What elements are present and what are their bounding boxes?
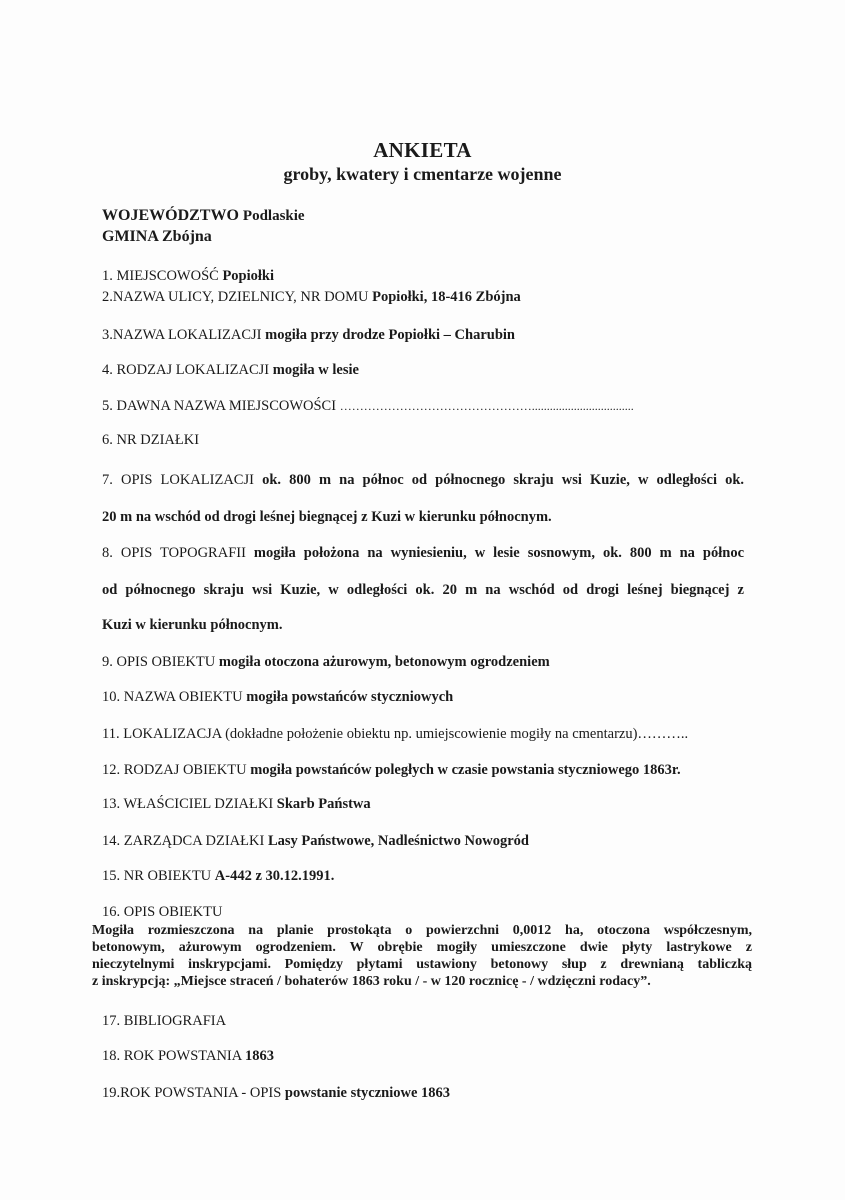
field-3-value: mogiła przy drodze Popiołki – Charubin bbox=[265, 327, 515, 343]
field-4 bbox=[102, 362, 359, 379]
field-5 bbox=[102, 398, 634, 415]
field-16-line-2: betonowym, ażurowym ogrodzeniem. W obrębie mogiły umieszczone dwie płyty lastrykowe z bbox=[92, 940, 752, 955]
field-13 bbox=[102, 796, 371, 813]
field-12-label: 12. RODZAJ OBIEKTU bbox=[102, 762, 247, 778]
field-5-label: 5. DAWNA NAZWA MIEJSCOWOŚCI bbox=[102, 398, 337, 414]
field-8-line-1 bbox=[102, 545, 744, 562]
field-11 bbox=[102, 726, 688, 743]
field-8-line-3 bbox=[102, 617, 283, 634]
field-4-label: 4. RODZAJ LOKALIZACJI bbox=[102, 362, 270, 378]
field-2-label: 2.NAZWA ULICY, DZIELNICY, NR DOMU bbox=[102, 289, 369, 305]
field-1-value: Popiołki bbox=[222, 268, 275, 284]
field-2 bbox=[102, 289, 521, 306]
field-17 bbox=[102, 1013, 226, 1030]
field-19-label: 19.ROK POWSTANIA - OPIS bbox=[102, 1085, 282, 1101]
voivodeship-value: Podlaskie bbox=[242, 208, 305, 224]
document-subtitle: groby, kwatery i cmentarze wojenne bbox=[283, 164, 562, 184]
field-16-line-3: nieczytelnymi inskrypcjami. Pomiędzy płytami ustawiony betonowy słup z drewnianą tabliczką bbox=[92, 957, 752, 972]
field-10-label: 10. NAZWA OBIEKTU bbox=[102, 689, 243, 705]
field-12-value: mogiła powstańców poległych w czasie powstania styczniowego 1863r. bbox=[250, 762, 681, 778]
field-7-line-2 bbox=[102, 509, 552, 526]
field-3 bbox=[102, 327, 515, 344]
field-6 bbox=[102, 432, 199, 449]
field-13-value: Skarb Państwa bbox=[276, 796, 371, 812]
field-8-value-2: od północnego skraju wsi Kuzie, w odległości ok. 20 m na wschód od drogi leśnej biegnącej z bbox=[102, 582, 744, 598]
field-12 bbox=[102, 762, 681, 779]
field-14 bbox=[102, 833, 529, 850]
commune-label: GMINA bbox=[102, 228, 158, 245]
field-16-label: 16. OPIS OBIEKTU bbox=[102, 904, 223, 920]
field-15-value: A-442 z 30.12.1991. bbox=[214, 868, 335, 884]
field-15-label: 15. NR OBIEKTU bbox=[102, 868, 212, 884]
voivodeship-label: WOJEWÓDZTWO bbox=[102, 207, 239, 224]
field-7-value-2: 20 m na wschód od drogi leśnej biegnącej z Kuzi w kierunku północnym. bbox=[102, 509, 552, 525]
field-9 bbox=[102, 654, 550, 671]
commune-line bbox=[102, 228, 212, 246]
field-5-dots: ………………………………………….................................. bbox=[339, 399, 634, 413]
field-13-label: 13. WŁAŚCICIEL DZIAŁKI bbox=[102, 796, 274, 812]
field-18-value: 1863 bbox=[245, 1048, 275, 1064]
field-16-line-1: Mogiła rozmieszczona na planie prostokąta o powierzchni 0,0012 ha, otoczona współczesnym, bbox=[92, 923, 752, 938]
field-1-label: 1. MIEJSCOWOŚĆ bbox=[102, 268, 219, 284]
field-7-line-1 bbox=[102, 472, 744, 489]
field-19-value: powstanie styczniowe 1863 bbox=[284, 1085, 451, 1101]
field-7-value-1: ok. 800 m na północ od północnego skraju wsi Kuzie, w odległości ok. bbox=[262, 472, 745, 488]
field-10 bbox=[102, 689, 453, 706]
field-8-line-2 bbox=[102, 582, 744, 599]
document-title: ANKIETA bbox=[373, 138, 472, 162]
field-14-label: 14. ZARZĄDCA DZIAŁKI bbox=[102, 833, 265, 849]
field-14-value: Lasy Państwowe, Nadleśnictwo Nowogród bbox=[267, 833, 529, 849]
field-17-label: 17. BIBLIOGRAFIA bbox=[102, 1013, 227, 1029]
field-18 bbox=[102, 1048, 274, 1065]
field-7-label: 7. OPIS LOKALIZACJI bbox=[102, 472, 254, 488]
field-4-value: mogiła w lesie bbox=[272, 362, 359, 378]
field-15 bbox=[102, 868, 334, 885]
voivodeship-line bbox=[102, 207, 305, 225]
field-1 bbox=[102, 268, 274, 285]
field-8-value-1: mogiła położona na wyniesieniu, w lesie sosnowym, ok. 800 m na północ bbox=[253, 545, 744, 561]
field-11-label: 11. LOKALIZACJA (dokładne położenie obiektu np. umiejscowienie mogiły na cmentarzu)……….. bbox=[102, 726, 689, 742]
commune-value: Zbójna bbox=[162, 228, 212, 245]
field-16 bbox=[102, 904, 222, 921]
field-19 bbox=[102, 1085, 450, 1102]
field-6-label: 6. NR DZIAŁKI bbox=[102, 432, 200, 448]
field-16-line-4: z inskrypcją: „Miejsce straceń / bohaterów 1863 roku / - w 120 rocznicę - / wdzięczni rodacy”. bbox=[92, 974, 651, 989]
field-9-label: 9. OPIS OBIEKTU bbox=[102, 654, 216, 670]
field-10-value: mogiła powstańców styczniowych bbox=[246, 689, 454, 705]
field-16-description bbox=[92, 922, 752, 990]
field-3-label: 3.NAZWA LOKALIZACJI bbox=[102, 327, 262, 343]
field-8-label: 8. OPIS TOPOGRAFII bbox=[102, 545, 246, 561]
field-2-value: Popiołki, 18-416 Zbójna bbox=[372, 289, 521, 305]
field-9-value: mogiła otoczona ażurowym, betonowym ogrodzeniem bbox=[218, 654, 550, 670]
field-8-value-3: Kuzi w kierunku północnym. bbox=[102, 617, 283, 633]
field-18-label: 18. ROK POWSTANIA bbox=[102, 1048, 242, 1064]
